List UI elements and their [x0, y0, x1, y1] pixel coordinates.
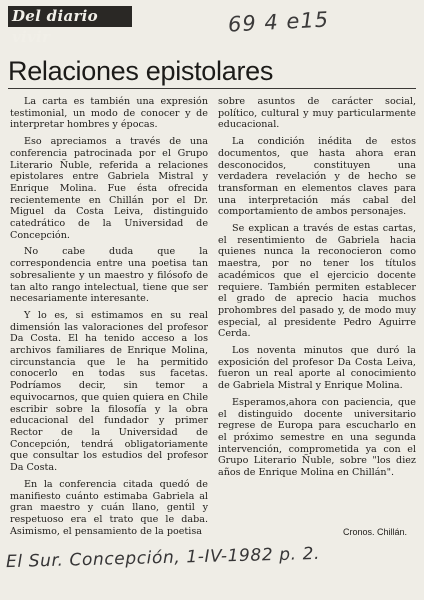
right-column: [218, 96, 416, 484]
paragraph: Los noventa minutos que duró la exposición del profesor Da Costa Leiva, fueron un real aporte al conocimiento de Gabriela Mistral y Enrique Molina.: [218, 345, 416, 392]
section-header: Del diario vivir: [8, 6, 132, 27]
paragraph: sobre asuntos de carácter social, político, cultural y muy particularmente educacional.: [218, 96, 416, 131]
paragraph: Esperamos,ahora con paciencia, que el distinguido docente universitario regrese de Europa para escucharlo en el próximo semestre en una segunda intervención, comprometida ya con el Grupo Literario Ñuble, sobre "los diez años de Enrique Molina en Chillán".: [218, 396, 416, 479]
paragraph: Se explican a través de estas cartas, el resentimiento de Gabriela hacia quienes nunca la reconocieron como maestra, por no tener los títulos académicos que el ejercicio docente requiere. También permiten establecer el grado de aprecio hacia muchos prohombres del pasado y, de modo muy especial, al presidente Pedro Aguirre Cerda.: [218, 223, 416, 340]
article-title: Relaciones epistolares: [8, 56, 274, 86]
handwritten-catalog-number: 69 4 e15: [227, 7, 330, 37]
paragraph: Eso apreciamos a través de una conferencia patrocinada por el Grupo Literario Ñuble, referida a relaciones epistolares entre Gabriela Mistral y Enrique Molina. Fue ésta ofrecida recientemente en Chillán por el Dr. Miguel da Costa Leiva, distinguido catedrático de la Universidad de Concepción.: [10, 136, 208, 241]
paragraph: En la conferencia citada quedó de manifiesto cuánto estimaba Gabriela al gran maestro y cuán llano, gentil y respetuoso era el trato que le daba. Asimismo, el pensamiento de la poetisa: [10, 478, 208, 537]
handwritten-source-note: El Sur. Concepción, 1-IV-1982 p. 2.: [5, 543, 321, 573]
author-signature: Cronos. Chillán.: [343, 527, 408, 537]
paragraph: Y lo es, si estimamos en su real dimensión las valoraciones del profesor Da Costa. El ha tenido acceso a los archivos familiares de Enrique Molina, circunstancia que le ha permitido conocerlo en todas sus facetas. Podríamos decir, sin temor a equivocarnos, que quien quiera en Chile escribir sobre la filosofía y la obra educacional del fundador y primer Rector de la Universidad de Concepción, tendrá obligatoriamente que consultar los estudios del profesor Da Costa.: [10, 309, 208, 474]
left-column: [10, 96, 208, 542]
paragraph: No cabe duda que la correspondencia entre una poetisa tan sobresaliente y un maestro y filósofo de tan alto rango intelectual, tiene que ser necesariamente interesante.: [10, 246, 208, 305]
paragraph: La condición inédita de estos documentos, que hasta ahora eran desconocidos, constituyen una verdadera revelación y de hecho se transforman en elementos claves para una interpretación más cabal del comportamiento de ambos personajes.: [218, 136, 416, 218]
title-divider: [8, 88, 416, 89]
paragraph: La carta es también una expresión testimonial, un modo de conocer y de interpretar hombres y épocas.: [10, 96, 208, 131]
